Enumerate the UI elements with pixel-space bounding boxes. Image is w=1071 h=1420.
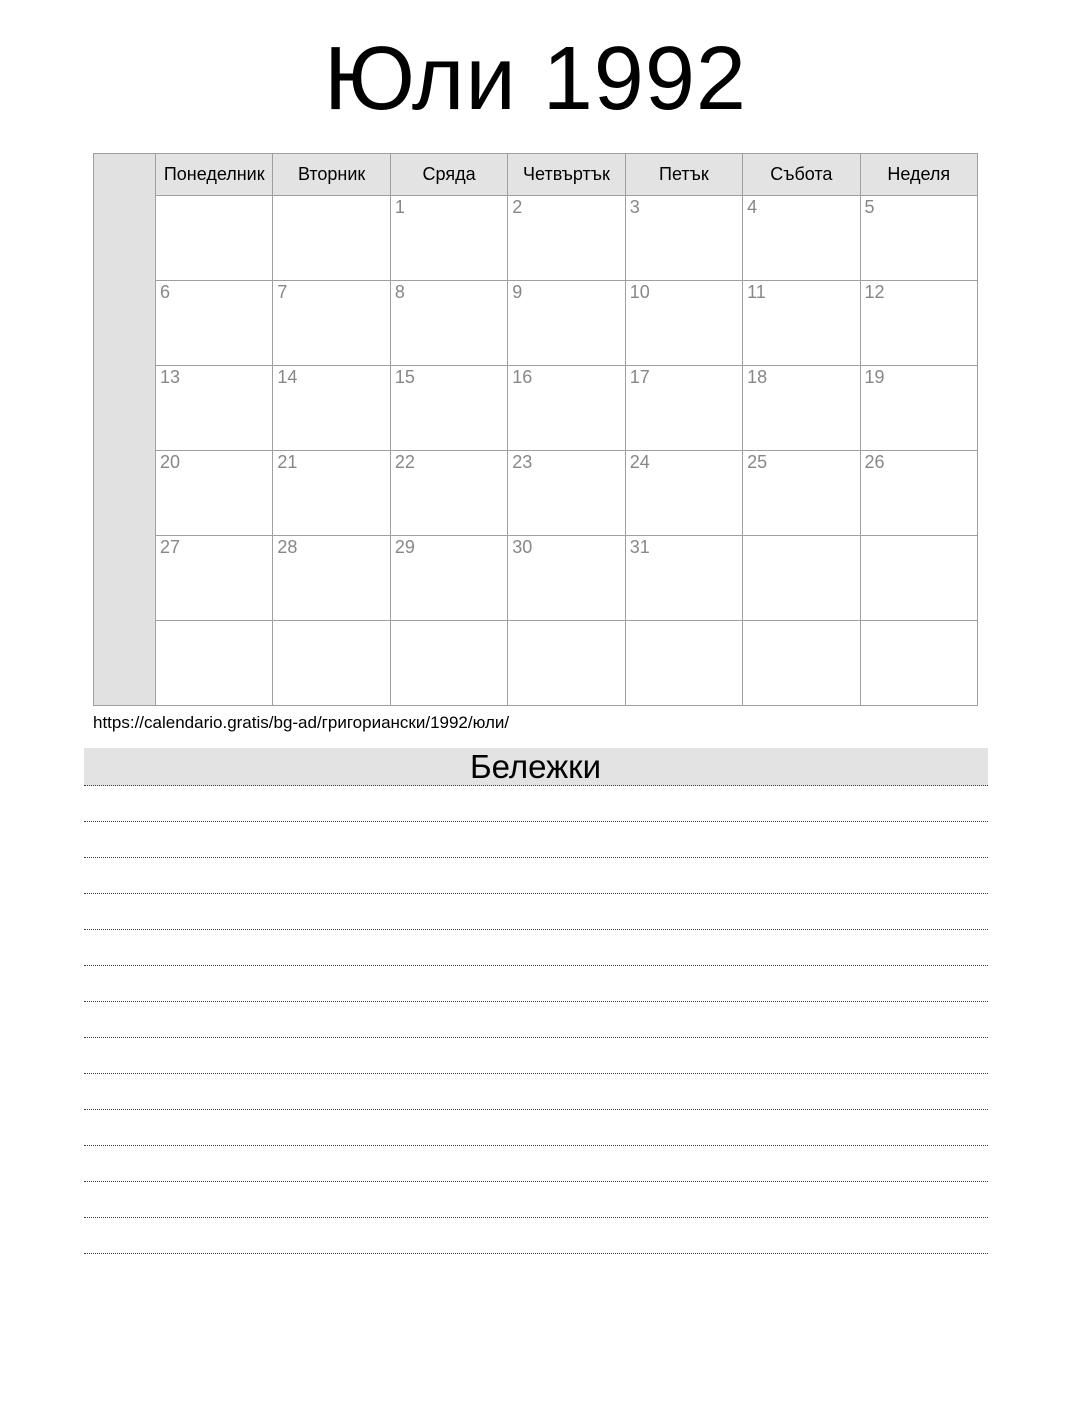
empty-day-cell <box>625 621 742 706</box>
day-number: 29 <box>394 537 415 557</box>
note-line <box>84 1218 988 1254</box>
day-cell <box>860 451 977 536</box>
day-number: 18 <box>747 367 768 387</box>
calendar-week-row <box>94 196 978 281</box>
day-number: 26 <box>864 452 885 472</box>
day-cell <box>743 196 860 281</box>
note-lines <box>84 786 988 1254</box>
calendar-week-row <box>94 366 978 451</box>
calendar-table <box>93 153 978 706</box>
day-cell <box>743 281 860 366</box>
source-url: https://calendario.gratis/bg-ad/григориански/1992/юли/ <box>93 713 510 732</box>
day-number: 21 <box>277 452 298 472</box>
day-number: 14 <box>277 367 298 387</box>
day-cell <box>508 196 625 281</box>
day-cell <box>743 451 860 536</box>
day-number: 16 <box>512 367 533 387</box>
empty-day-cell <box>743 536 860 621</box>
day-cell <box>156 451 273 536</box>
day-number: 24 <box>629 452 650 472</box>
day-number: 17 <box>629 367 650 387</box>
day-number: 28 <box>277 537 298 557</box>
note-line <box>84 858 988 894</box>
note-line <box>84 1002 988 1038</box>
day-number: 31 <box>629 537 650 557</box>
day-cell <box>625 366 742 451</box>
day-number: 8 <box>394 282 405 302</box>
day-cell <box>273 536 390 621</box>
weekday-header-sunday: Неделя <box>860 154 977 196</box>
day-cell <box>508 536 625 621</box>
day-cell <box>508 366 625 451</box>
note-line <box>84 1074 988 1110</box>
day-cell <box>390 281 507 366</box>
day-cell <box>156 366 273 451</box>
day-number: 27 <box>160 537 181 557</box>
day-cell <box>625 536 742 621</box>
note-line <box>84 1146 988 1182</box>
weekday-header-tuesday: Вторник <box>273 154 390 196</box>
week-gutter-column <box>94 154 156 706</box>
day-number: 25 <box>747 452 768 472</box>
calendar-week-row <box>94 451 978 536</box>
calendar-week-row <box>94 621 978 706</box>
empty-day-cell <box>156 621 273 706</box>
notes-section <box>84 748 988 1254</box>
day-number: 4 <box>747 197 758 217</box>
weekday-header-monday: Понеделник <box>156 154 273 196</box>
empty-day-cell <box>860 621 977 706</box>
day-number: 3 <box>629 197 640 217</box>
day-number: 5 <box>864 197 875 217</box>
day-cell <box>390 196 507 281</box>
day-number: 7 <box>277 282 288 302</box>
empty-day-cell <box>860 536 977 621</box>
day-number: 30 <box>512 537 533 557</box>
day-cell <box>743 366 860 451</box>
day-cell <box>625 196 742 281</box>
empty-day-cell <box>273 196 390 281</box>
day-cell <box>273 366 390 451</box>
day-number: 15 <box>394 367 415 387</box>
day-number: 9 <box>512 282 523 302</box>
day-cell <box>273 281 390 366</box>
note-line <box>84 930 988 966</box>
day-cell <box>860 281 977 366</box>
weekday-header-saturday: Събота <box>743 154 860 196</box>
page-title: Юли 1992 <box>324 29 747 129</box>
day-cell <box>508 281 625 366</box>
weekday-header-row <box>94 154 978 196</box>
day-cell <box>508 451 625 536</box>
calendar-page <box>0 29 1071 1254</box>
day-cell <box>860 196 977 281</box>
calendar-week-row <box>94 281 978 366</box>
day-number: 2 <box>512 197 523 217</box>
day-cell <box>273 451 390 536</box>
day-cell <box>390 536 507 621</box>
day-cell <box>390 451 507 536</box>
note-line <box>84 1182 988 1218</box>
note-line <box>84 966 988 1002</box>
day-cell <box>860 366 977 451</box>
empty-day-cell <box>390 621 507 706</box>
notes-title: Бележки <box>84 748 988 786</box>
note-line <box>84 822 988 858</box>
day-number: 23 <box>512 452 533 472</box>
note-line <box>84 1038 988 1074</box>
weekday-header-thursday: Четвъртък <box>508 154 625 196</box>
note-line <box>84 786 988 822</box>
weekday-header-wednesday: Сряда <box>390 154 507 196</box>
day-number: 12 <box>864 282 885 302</box>
day-number: 10 <box>629 282 650 302</box>
day-cell <box>625 281 742 366</box>
day-number: 11 <box>747 282 766 302</box>
day-number: 6 <box>160 282 171 302</box>
day-number: 1 <box>394 197 405 217</box>
empty-day-cell <box>508 621 625 706</box>
day-number: 22 <box>394 452 415 472</box>
day-cell <box>156 536 273 621</box>
day-cell <box>156 281 273 366</box>
note-line <box>84 1110 988 1146</box>
day-number: 20 <box>160 452 181 472</box>
day-cell <box>390 366 507 451</box>
calendar-week-row <box>94 536 978 621</box>
day-number: 19 <box>864 367 885 387</box>
day-cell <box>625 451 742 536</box>
empty-day-cell <box>156 196 273 281</box>
note-line <box>84 894 988 930</box>
weekday-header-friday: Петък <box>625 154 742 196</box>
empty-day-cell <box>743 621 860 706</box>
empty-day-cell <box>273 621 390 706</box>
day-number: 13 <box>160 367 181 387</box>
